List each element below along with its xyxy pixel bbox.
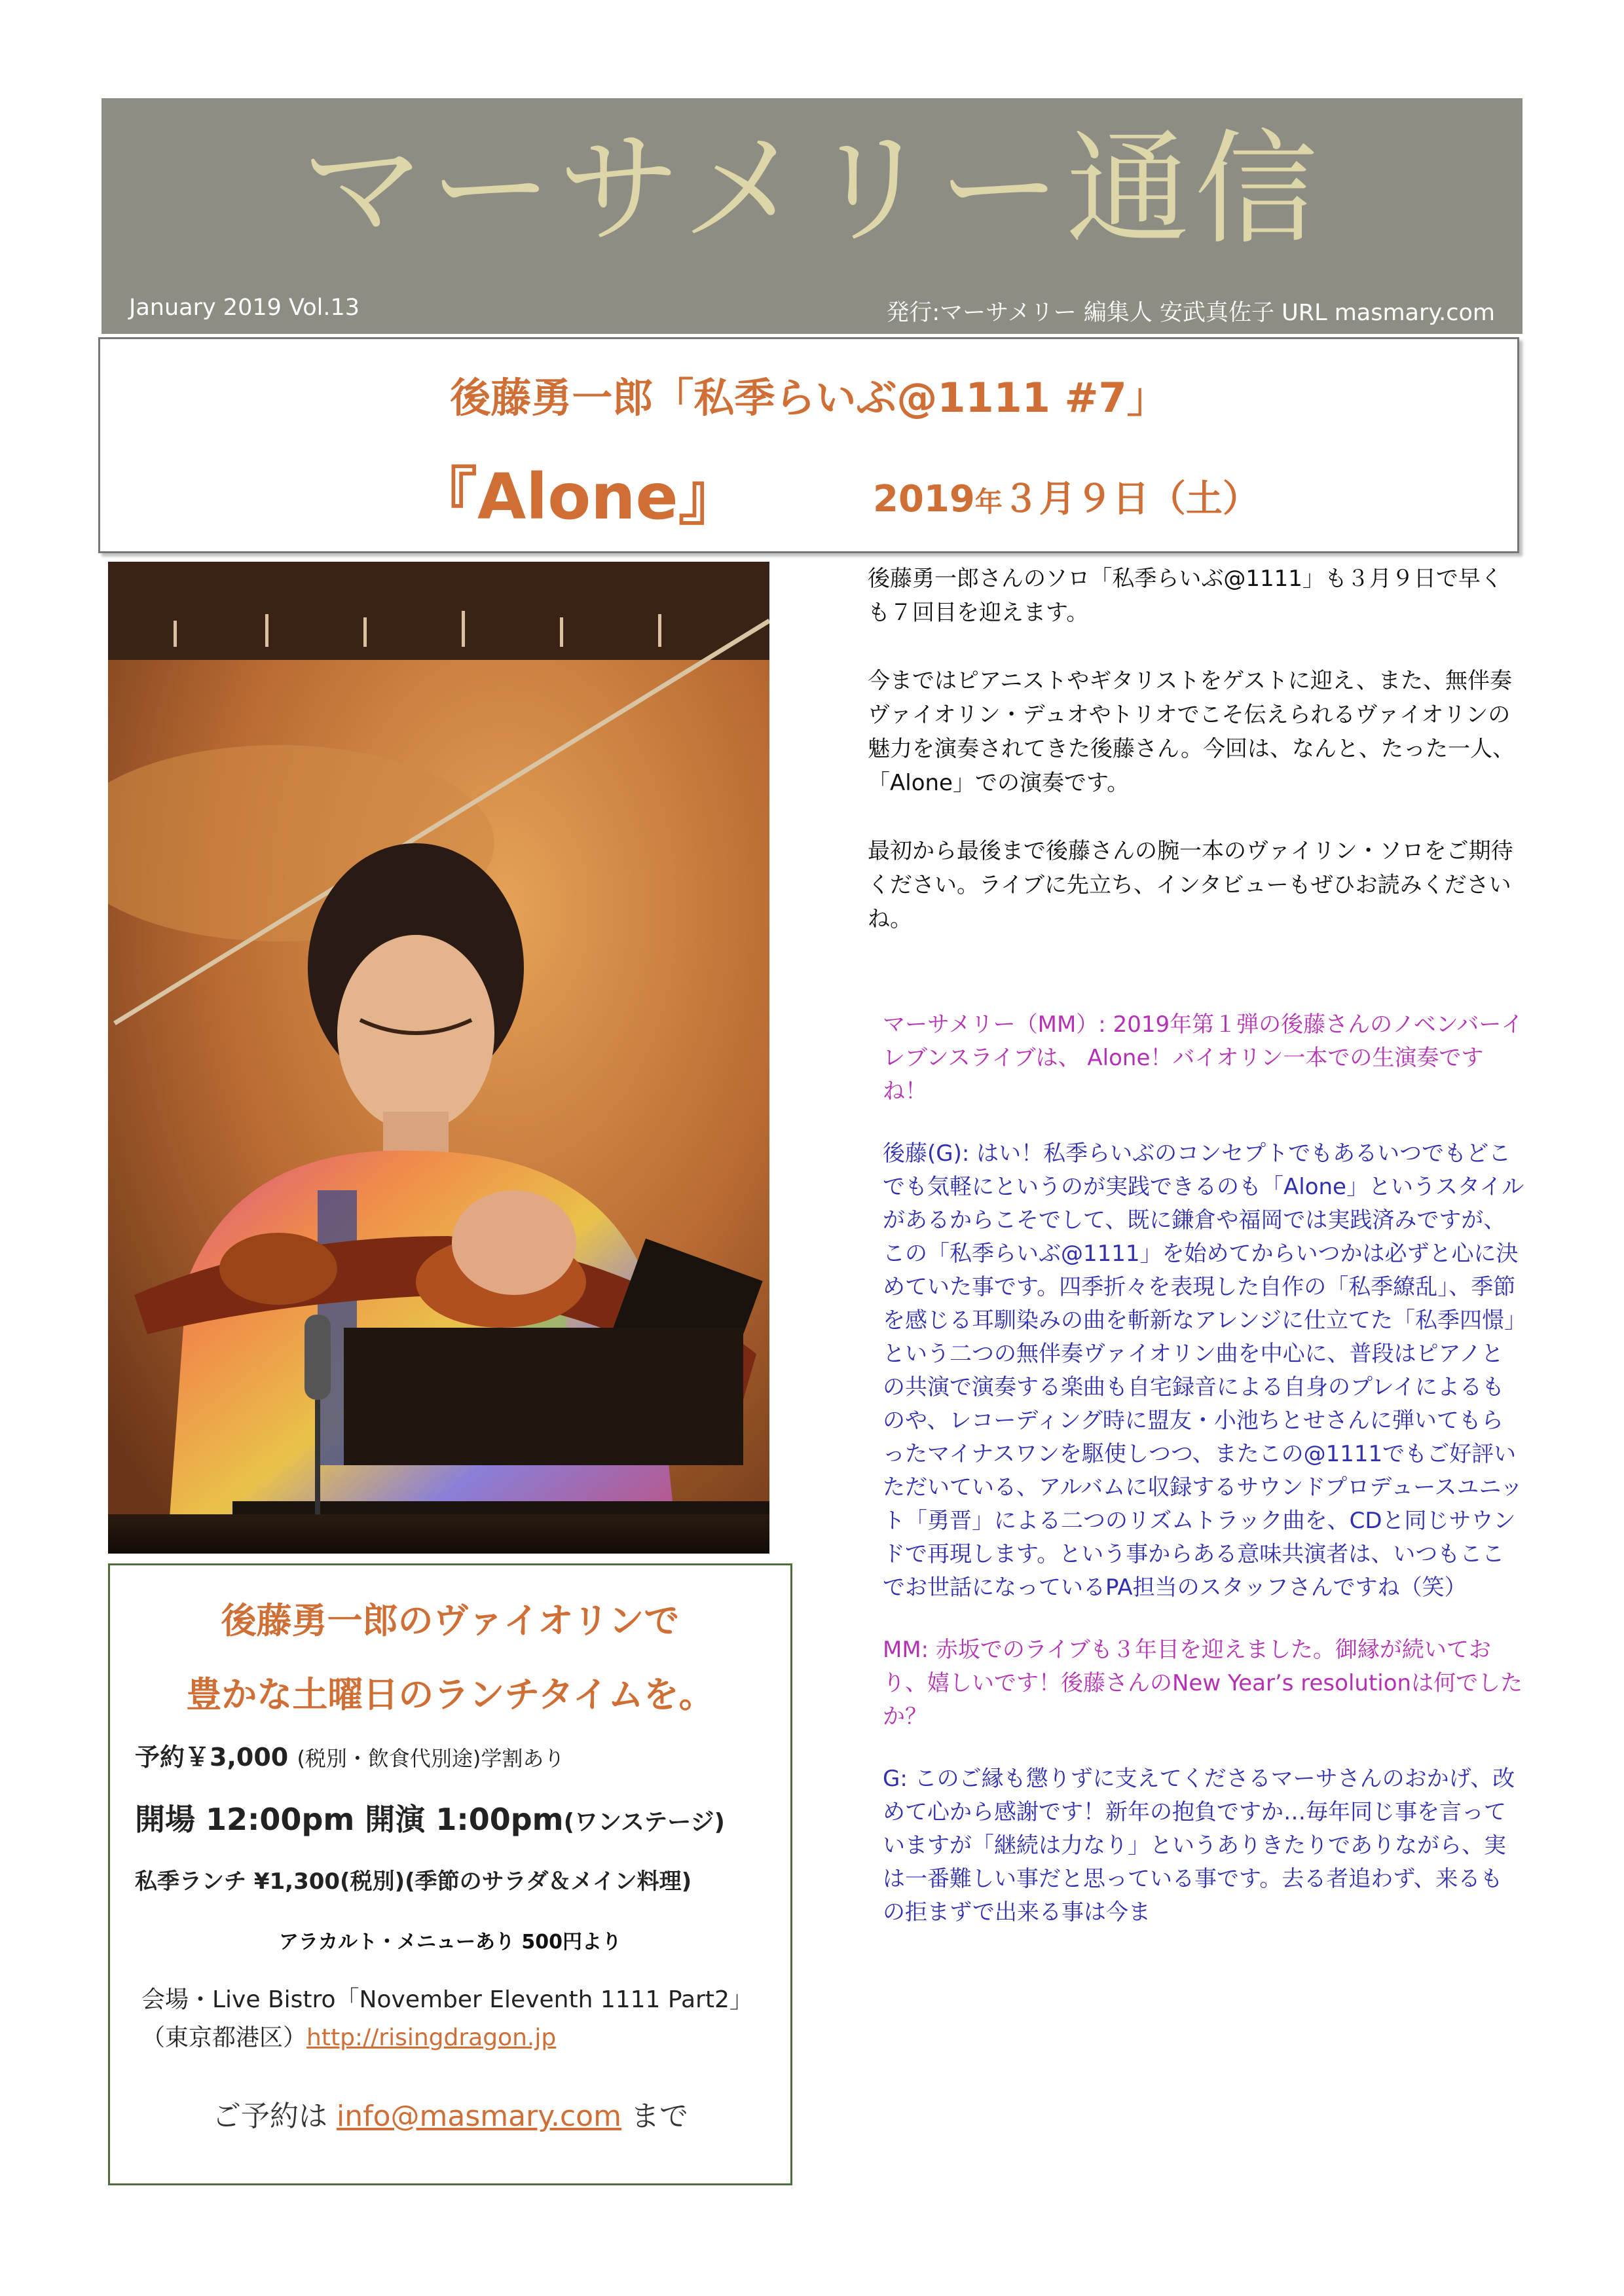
event-banner: [98, 337, 1519, 553]
alacarte-note: アラカルト・メニューあり 500円より: [278, 1931, 622, 1954]
reservation-price-note: (税別・飲食代別途)学割あり: [297, 1746, 565, 1771]
event-date: [873, 470, 1259, 522]
lunch-price: 私季ランチ ¥1,300(税別)(季節のサラダ＆メイン料理): [135, 1868, 692, 1895]
violinist-illustration: [108, 562, 769, 1554]
masthead: [101, 98, 1522, 282]
publisher-label: 発行:マーサメリー 編集人 安武真佐子 URL masmary.com: [886, 300, 1495, 326]
intro-paragraph-1: 後藤勇一郎さんのソロ「私季らいぶ@1111」も３月９日で早くも７回目を迎えます。: [868, 566, 1503, 626]
intro-paragraph-2: 今まではピアニストやギタリストをゲストに迎え、また、無伴奏ヴァイオリン・デュオやトリオでこそ伝えられるヴァイオリンの魅力を演奏されてきた後藤さん。今回は、なんと、たった一人、「Alone」での演奏です。: [868, 668, 1515, 796]
event-info-box: [108, 1563, 792, 2185]
venue-area: （東京都港区）: [141, 2024, 307, 2051]
interview-question-1: マーサメリー（MM）: 2019年第１弾の後藤さんのノベンバーイレブンスライブは、 Alone！バイオリン一本での生演奏ですね！: [883, 1011, 1524, 1104]
event-times-note: (ワンステージ): [563, 1809, 725, 1836]
intro-paragraph-3: 最初から最後まで後藤さんの腕一本のヴァイリン・ソロをご期待ください。ライブに先立ち、インタビューもぜひお読みくださいね。: [868, 838, 1513, 932]
contact-prefix: ご予約は: [212, 2100, 337, 2133]
violinist-photo: [108, 562, 769, 1554]
issue-label: January 2019 Vol.13: [129, 295, 360, 321]
event-date-rest: ３月９日（土）: [1002, 478, 1259, 520]
masthead-title: マーサメリー通信: [301, 118, 1323, 261]
reservation-price-main: 予約￥3,000: [135, 1743, 289, 1772]
interview-answer-2: G: このご縁も懲りずに支えてくださるマーサさんのおかげ、改めて心から感謝です！新年の抱負ですか…毎年同じ事を言っていますが「継続は力なり」というありきたりでありながら、実は一番難しい事だと思っている事です。去る者追わず、来るもの拒まずで出来る事は今ま: [883, 1766, 1515, 1925]
event-series-title: 後藤勇一郎「私季らいぶ@1111 #7」: [450, 374, 1168, 422]
event-times-main: 開場 12:00pm 開演 1:00pm: [135, 1802, 564, 1837]
event-title: 『Alone』: [415, 460, 741, 534]
info-headline-2: 豊かな土曜日のランチタイムを。: [186, 1674, 714, 1715]
interview-question-2: MM: 赤坂でのライブも３年目を迎えました。御縁が続いており、嬉しいです！後藤さんのNew Year’s resolutionは何でしたか？: [883, 1637, 1523, 1730]
info-headline-1: 後藤勇一郎のヴァイオリンで: [221, 1600, 680, 1641]
contact-line: [110, 2092, 790, 2134]
venue-info: [141, 1981, 753, 2057]
intro-text: [868, 562, 1522, 970]
reservation-price: [135, 1737, 564, 1773]
interview-answer-1: 後藤(G): はい！私季らいぶのコンセプトでもあるいつでもどこでも気軽にというのが実践できるのも「Alone」というスタイルがあるからこそでして、既に鎌倉や福岡では実践済みですが、この「私季らいぶ@1111」を始めてからいつかは必ずと心に決めていた事です。四季折々を表現した自作の「私季繚乱」、季節を感じる耳馴染みの曲を斬新なアレンジに仕立てた「私季四憬」という二つの無伴奏ヴァイオリン曲を中心に、普段はピアノとの共演で演奏する楽曲も自宅録音による自身のプレイによるものや、レコーディング時に盟友・小池ちとせさんに弾いてもらったマイナスワンを駆使しつつ、またこの@1111でもご好評いただいている、アルバムに収録するサウンドプロデュースユニット「勇晋」による二つのリズムトラック曲を、CDと同じサウンドで再現します。という事からある意味共演者は、いつもここでお世話になっているPA担当のスタッフさんですね（笑）: [883, 1140, 1524, 1601]
venue-url-link[interactable]: http://risingdragon.jp: [306, 2024, 557, 2051]
interview-section: [883, 1008, 1524, 1958]
event-date-year: 2019: [873, 478, 975, 520]
event-date-nen: 年: [974, 486, 1003, 518]
venue-name: 会場・Live Bistro「November Eleventh 1111 Part2」: [141, 1986, 753, 2013]
contact-suffix: まで: [621, 2100, 688, 2133]
contact-email-link[interactable]: info@masmary.com: [337, 2100, 621, 2133]
masthead-subbar: [101, 282, 1522, 334]
event-times: [135, 1796, 725, 1839]
venue-area-line: [141, 2019, 753, 2057]
